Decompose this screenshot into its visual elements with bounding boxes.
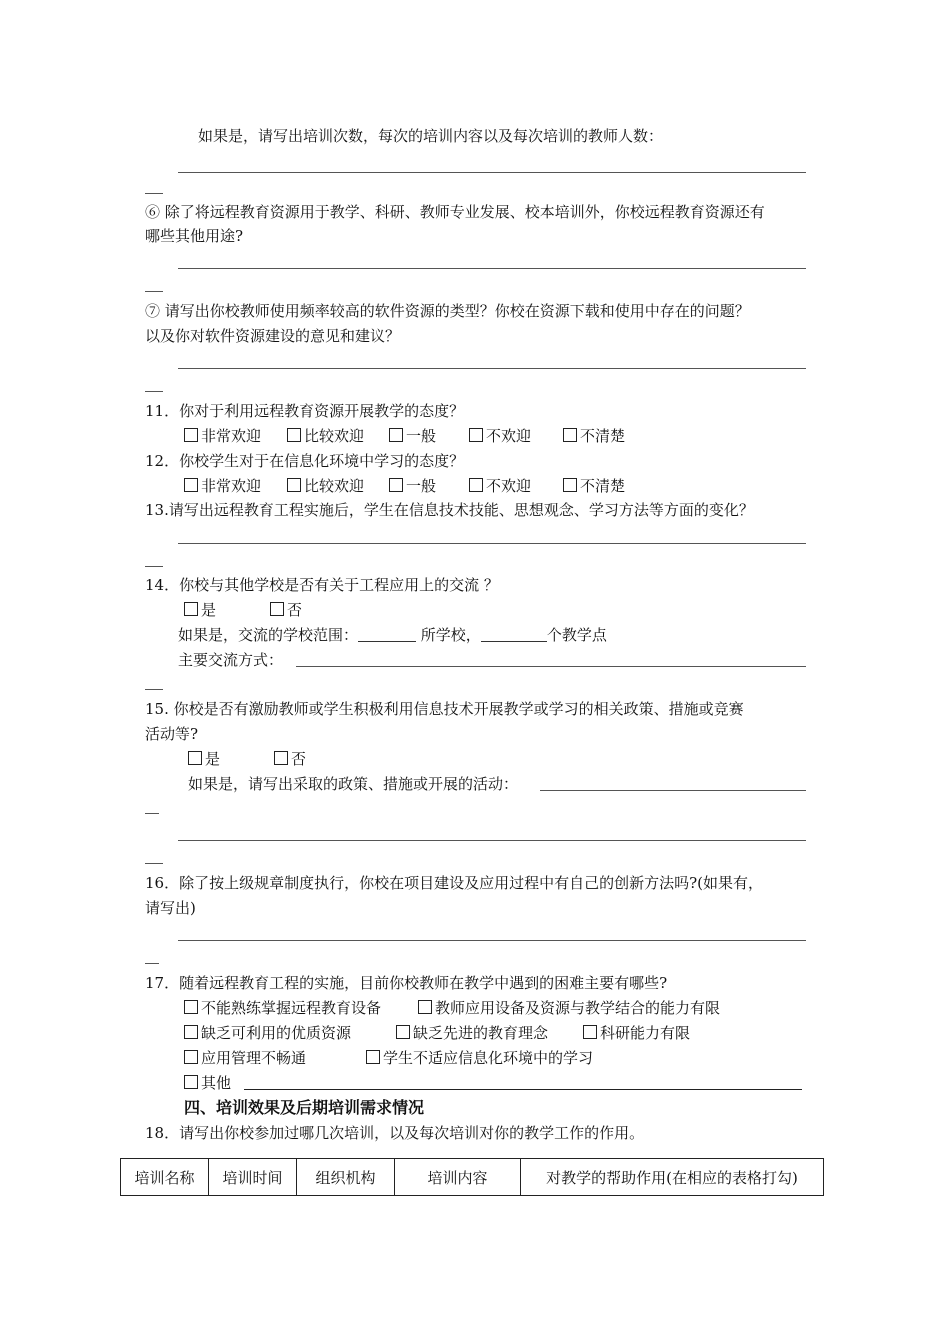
- training-table: [120, 1158, 824, 1196]
- q17-option-7[interactable]: 学生不适应信息化环境中的学习: [366, 1048, 593, 1068]
- checkbox[interactable]: [188, 751, 202, 765]
- answer-line-tail: [145, 863, 163, 864]
- answer-line[interactable]: [540, 790, 806, 791]
- checkbox[interactable]: [184, 602, 198, 616]
- q18-question: 18．请写出你校参加过哪几次培训，以及每次培训对你的教学工作的作用。: [145, 1124, 645, 1142]
- answer-line[interactable]: [178, 172, 806, 173]
- checkbox[interactable]: [469, 478, 483, 492]
- q10-ifyes-text: 如果是，请写出培训次数，每次的培训内容以及每次培训的教师人数：: [198, 127, 664, 145]
- q15-no-option[interactable]: 否: [274, 749, 306, 769]
- checkbox[interactable]: [396, 1025, 410, 1039]
- q6-line2: 哪些其他用途?: [145, 227, 244, 245]
- q14-yes-option[interactable]: 是: [184, 600, 216, 620]
- q17-option-1[interactable]: 不能熟练掌握远程教育设备: [184, 998, 381, 1018]
- q12-option-4[interactable]: 不欢迎: [469, 476, 531, 496]
- q11-option-1[interactable]: 非常欢迎: [184, 426, 261, 446]
- q15-yes-option[interactable]: 是: [188, 749, 220, 769]
- q7-line2: 以及你对软件资源建设的意见和建议？: [145, 327, 401, 345]
- answer-line-tail: [145, 193, 163, 194]
- answer-line-tail: [145, 689, 163, 690]
- header-training-name: 培训名称: [121, 1159, 209, 1196]
- checkbox[interactable]: [184, 1000, 198, 1014]
- q6-line1: ⑥ 除了将远程教育资源用于教学、科研、教师专业发展、校本培训外，你校远程教育资源还有: [145, 203, 765, 221]
- checkbox[interactable]: [287, 428, 301, 442]
- q13-question: 13.请写出远程教育工程实施后，学生在信息技术技能、思想观念、学习方法等方面的变化？: [145, 501, 754, 519]
- checkbox[interactable]: [563, 478, 577, 492]
- q14-method-line: 主要交流方式：: [178, 651, 284, 669]
- checkbox[interactable]: [184, 1050, 198, 1064]
- q17-option-6[interactable]: 应用管理不畅通: [184, 1048, 306, 1068]
- header-teaching-help: 对教学的帮助作用(在相应的表格打勾): [521, 1159, 824, 1196]
- checkbox[interactable]: [469, 428, 483, 442]
- checkbox[interactable]: [389, 428, 403, 442]
- checkbox[interactable]: [287, 478, 301, 492]
- q17-option-other[interactable]: 其他: [184, 1073, 231, 1093]
- table-header-row: [121, 1159, 824, 1196]
- answer-line-tail: [145, 963, 159, 964]
- checkbox[interactable]: [366, 1050, 380, 1064]
- answer-line[interactable]: [178, 543, 806, 544]
- answer-line[interactable]: [178, 840, 806, 841]
- q11-option-5[interactable]: 不清楚: [563, 426, 625, 446]
- q16-line1: 16．除了按上级规章制度执行，你校在项目建设及应用过程中有自己的创新方法吗?(如果有，: [145, 874, 763, 892]
- q17-question: 17．随着远程教育工程的实施，目前你校教师在教学中遇到的困难主要有哪些?: [145, 974, 668, 992]
- method-answer-line[interactable]: [296, 666, 806, 667]
- checkbox[interactable]: [184, 428, 198, 442]
- q7-line1: ⑦ 请写出你校教师使用频率较高的软件资源的类型？你校在资源下载和使用中存在的问题？: [145, 302, 750, 320]
- q12-option-1[interactable]: 非常欢迎: [184, 476, 261, 496]
- q15-line2: 活动等?: [145, 725, 199, 743]
- q11-option-2[interactable]: 比较欢迎: [287, 426, 364, 446]
- answer-line-tail: [145, 391, 163, 392]
- section-title: 四、培训效果及后期培训需求情况: [184, 1098, 425, 1117]
- answer-line-tail: [145, 566, 163, 567]
- q17-option-3[interactable]: 缺乏可利用的优质资源: [184, 1023, 351, 1043]
- checkbox[interactable]: [184, 478, 198, 492]
- q17-option-4[interactable]: 缺乏先进的教育理念: [396, 1023, 548, 1043]
- checkbox[interactable]: [270, 602, 284, 616]
- answer-line[interactable]: [178, 940, 806, 941]
- q12-question: 12．你校学生对于在信息化环境中学习的态度？: [145, 452, 465, 470]
- q12-option-2[interactable]: 比较欢迎: [287, 476, 364, 496]
- q11-option-4[interactable]: 不欢迎: [469, 426, 531, 446]
- q12-option-3[interactable]: 一般: [389, 476, 436, 496]
- q12-option-5[interactable]: 不清楚: [563, 476, 625, 496]
- school-count-field[interactable]: [358, 627, 416, 642]
- checkbox[interactable]: [418, 1000, 432, 1014]
- checkbox[interactable]: [184, 1075, 198, 1089]
- checkbox[interactable]: [389, 478, 403, 492]
- other-answer-line[interactable]: [244, 1089, 802, 1090]
- teaching-point-count-field[interactable]: [481, 627, 547, 642]
- header-organizer: 组织机构: [297, 1159, 395, 1196]
- checkbox[interactable]: [583, 1025, 597, 1039]
- checkbox[interactable]: [563, 428, 577, 442]
- q15-line1: 15. 你校是否有激励教师或学生积极利用信息技术开展教学或学习的相关政策、措施或竞赛: [145, 700, 744, 718]
- answer-line[interactable]: [178, 368, 806, 369]
- header-training-time: 培训时间: [209, 1159, 297, 1196]
- q14-ifyes-line: 如果是，交流的学校范围： 所学校， 个教学点: [178, 626, 607, 644]
- q11-option-3[interactable]: 一般: [389, 426, 436, 446]
- q14-no-option[interactable]: 否: [270, 600, 302, 620]
- checkbox[interactable]: [274, 751, 288, 765]
- q15-ifyes-text: 如果是，请写出采取的政策、措施或开展的活动：: [188, 775, 519, 793]
- q17-option-5[interactable]: 科研能力有限: [583, 1023, 690, 1043]
- answer-line-tail: [145, 291, 163, 292]
- q14-question: 14．你校与其他学校是否有关于工程应用上的交流 ？: [145, 576, 499, 594]
- q17-option-2[interactable]: 教师应用设备及资源与教学结合的能力有限: [418, 998, 720, 1018]
- checkbox[interactable]: [184, 1025, 198, 1039]
- answer-line-tail: [145, 813, 159, 814]
- answer-line[interactable]: [178, 268, 806, 269]
- header-training-content: 培训内容: [395, 1159, 521, 1196]
- q16-line2: 请写出): [145, 899, 196, 917]
- q11-question: 11．你对于利用远程教育资源开展教学的态度？: [145, 402, 465, 420]
